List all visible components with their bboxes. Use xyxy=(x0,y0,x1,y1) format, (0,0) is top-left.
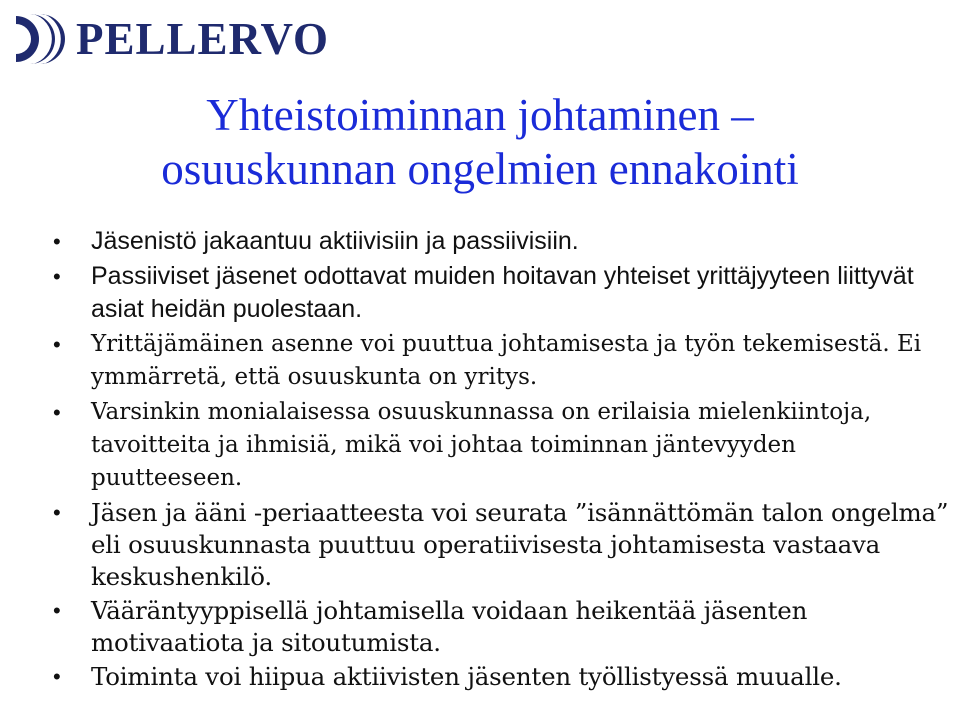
bullet-dot-icon: • xyxy=(53,264,61,289)
pellervo-logo xyxy=(12,12,329,66)
slide-title-line-1: Yhteistoiminnan johtaminen – xyxy=(206,90,754,140)
bullet-text-1: Jäsenistö jakaantuu aktiivisiin ja passiivisiin. xyxy=(91,227,579,255)
bullet-item-1 xyxy=(48,225,953,258)
pellervo-logo-mark-icon xyxy=(12,12,70,66)
bullet-list xyxy=(48,225,953,695)
pellervo-logo-text: PELLERVO xyxy=(76,13,330,64)
bullet-text-3: Yrittäjämäinen asenne voi puuttua johtamisesta ja työn tekemisestä. Ei ymmärretä, että osuuskunta on yritys. xyxy=(91,331,922,390)
bullet-item-3 xyxy=(48,328,953,394)
bullet-text-2: Passiiviset jäsenet odottavat muiden hoitavan yhteiset yrittäjyyteen liittyvät asiat heidän puolestaan. xyxy=(91,262,914,323)
bullet-text-4: Varsinkin monialaisessa osuuskunnassa on erilaisia mielenkiintoja, tavoitteita ja ihmisiä, mikä voi johtaa toiminnan jäntevyyden puutteeseen. xyxy=(91,399,872,491)
bullet-dot-icon: • xyxy=(53,598,61,623)
bullet-item-4 xyxy=(48,396,953,495)
slide-title xyxy=(0,88,960,196)
bullet-dot-icon: • xyxy=(53,664,61,689)
bullet-item-6 xyxy=(48,595,953,659)
bullet-item-7 xyxy=(48,661,953,693)
bullet-text-5: Jäsen ja ääni -periaatteesta voi seurata ”isännättömän talon ongelma” eli osuuskunnasta puuttuu operatiivisesta johtamisesta vastaava keskushenkilö. xyxy=(91,498,949,591)
bullet-text-7: Toiminta voi hiipua aktiivisten jäsenten työllistyessä muualle. xyxy=(91,662,842,691)
bullet-item-2 xyxy=(48,260,953,326)
bullet-dot-icon: • xyxy=(53,229,61,254)
bullet-dot-icon: • xyxy=(53,332,61,357)
bullet-dot-icon: • xyxy=(53,400,61,425)
slide-title-line-2: osuuskunnan ongelmien ennakointi xyxy=(161,144,799,194)
bullet-dot-icon: • xyxy=(53,500,61,525)
bullet-text-6: Vääräntyyppisellä johtamisella voidaan heikentää jäsenten motivaatiota ja sitoutumista. xyxy=(91,596,808,657)
bullet-item-5 xyxy=(48,497,953,593)
